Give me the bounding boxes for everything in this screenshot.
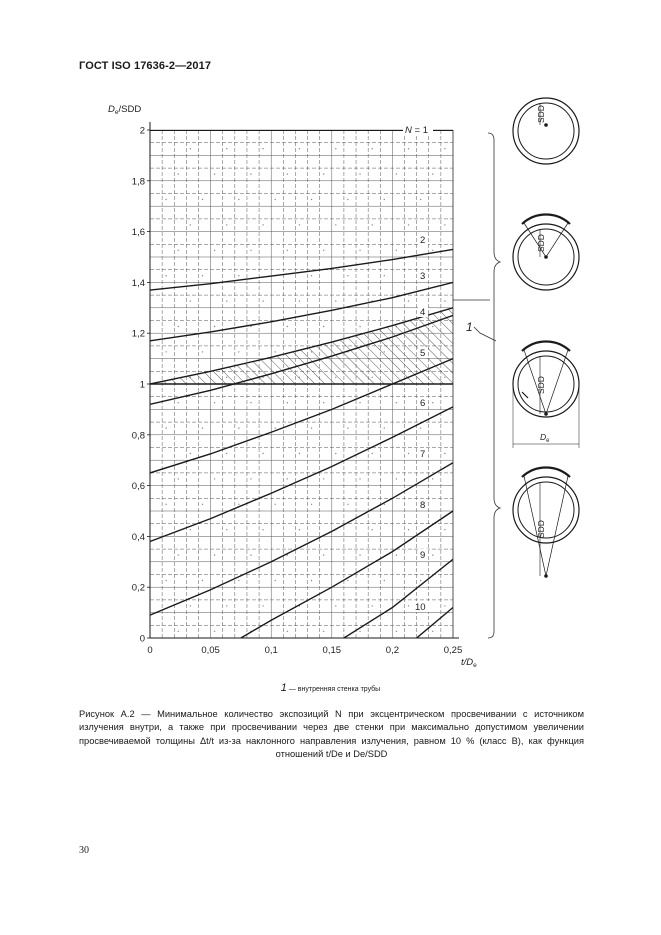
- grid-dot: [214, 250, 215, 251]
- grid-dot: [432, 631, 433, 632]
- wall-arrow: [522, 392, 528, 398]
- grid-dot: [323, 402, 324, 403]
- grid-dot: [275, 199, 276, 200]
- grid-dot: [359, 173, 360, 174]
- grid-dot: [347, 275, 348, 276]
- grid-dot: [371, 529, 372, 530]
- page-number: 30: [79, 845, 89, 856]
- grid-dot: [299, 453, 300, 454]
- grid-dot: [323, 631, 324, 632]
- legend-number: 1: [280, 682, 287, 694]
- grid-dot: [250, 402, 251, 403]
- grid-dot: [262, 453, 263, 454]
- series-label: 10: [415, 602, 426, 613]
- pipe-diagram: [513, 467, 579, 577]
- grid-dot: [311, 504, 312, 505]
- grid-dot: [347, 199, 348, 200]
- grid-dot: [165, 580, 166, 581]
- grid-dot: [335, 605, 336, 606]
- tick-labels: [132, 126, 462, 657]
- y-tick-label: 0,2: [131, 582, 145, 594]
- grid-dot: [190, 605, 191, 606]
- grid-dot: [287, 326, 288, 327]
- y-tick-label: 1: [139, 379, 145, 391]
- grid-dot: [262, 148, 263, 149]
- grid-dot: [238, 580, 239, 581]
- grid-dot: [250, 250, 251, 251]
- grid-dot: [226, 148, 227, 149]
- grid-dot: [335, 453, 336, 454]
- grid-dot: [420, 199, 421, 200]
- film-strip: [522, 467, 570, 477]
- pipe-outer-wall: [513, 477, 579, 543]
- pipe-inner-wall: [518, 356, 574, 412]
- grid-dot: [408, 453, 409, 454]
- film-strip: [522, 341, 570, 351]
- grid-dot: [396, 250, 397, 251]
- grid-dot: [190, 224, 191, 225]
- grid-dot: [226, 529, 227, 530]
- curve-7: [150, 407, 453, 542]
- grid-dot: [444, 300, 445, 301]
- x-tick-label: 0,25: [443, 645, 463, 656]
- grid-dot: [190, 300, 191, 301]
- pipe-diagram: [513, 341, 579, 448]
- grid-dot: [226, 224, 227, 225]
- callout-label: 1: [466, 320, 473, 334]
- grid-dot: [335, 148, 336, 149]
- grid-dot: [335, 224, 336, 225]
- series-label: 4: [420, 307, 426, 318]
- film-strip: [522, 214, 570, 224]
- grid-dot: [408, 529, 409, 530]
- x-axis-title: $t/D_e$: [461, 657, 477, 669]
- grid-dot: [250, 478, 251, 479]
- grid-dot: [287, 402, 288, 403]
- grid-dot: [384, 199, 385, 200]
- x-tick-label: 0,1: [264, 645, 278, 656]
- grid-dot: [214, 402, 215, 403]
- grid-dot: [347, 504, 348, 505]
- series-label: 7: [420, 449, 426, 460]
- grid-dot: [359, 326, 360, 327]
- grid-dot: [250, 326, 251, 327]
- grid-dot: [347, 580, 348, 581]
- grid-dot: [444, 605, 445, 606]
- diagram-bracket: [453, 133, 500, 638]
- grid-dot: [178, 478, 179, 479]
- grid-dot: [202, 580, 203, 581]
- sdd-label: SDD: [536, 234, 546, 252]
- grid-dot: [190, 453, 191, 454]
- grid-dot: [226, 453, 227, 454]
- sdd-label: SDD: [536, 105, 546, 123]
- grid-dot: [420, 427, 421, 428]
- pipe-outer-wall: [513, 98, 579, 164]
- grid-dot: [444, 529, 445, 530]
- grid-dot: [311, 427, 312, 428]
- grid-dot: [238, 199, 239, 200]
- y-tick-label: 2: [139, 125, 145, 137]
- series-label: 5: [420, 348, 426, 359]
- pipe-inner-wall: [518, 482, 574, 538]
- grid-dot: [408, 224, 409, 225]
- grid-dot: [190, 148, 191, 149]
- grid-dot: [384, 427, 385, 428]
- grid-dot: [165, 504, 166, 505]
- grid-dot: [275, 504, 276, 505]
- grid-dot: [408, 300, 409, 301]
- grid-dot: [202, 199, 203, 200]
- grid-dot: [359, 478, 360, 479]
- grid-dot: [275, 580, 276, 581]
- y-tick-label: 0,8: [131, 430, 145, 442]
- grid-dot: [178, 631, 179, 632]
- grid-dot: [178, 173, 179, 174]
- grid-dot: [299, 300, 300, 301]
- grid-dot: [432, 478, 433, 479]
- sdd-label: SDD: [536, 520, 546, 538]
- grid-dot: [165, 275, 166, 276]
- pipe-diagram: [513, 214, 579, 290]
- grid-dot: [371, 148, 372, 149]
- sdd-label: SDD: [536, 376, 546, 394]
- pipe-outer-wall: [513, 351, 579, 417]
- grid-dot: [444, 148, 445, 149]
- grid-dot: [275, 427, 276, 428]
- grid-dot: [250, 173, 251, 174]
- grid-dot: [420, 580, 421, 581]
- grid-dot: [384, 275, 385, 276]
- standard-header: ГОСТ ISO 17636-2—2017: [79, 60, 212, 72]
- grid-dot: [323, 478, 324, 479]
- grid-dot: [226, 605, 227, 606]
- x-tick-label: 0,2: [385, 645, 400, 656]
- grid-dot: [190, 529, 191, 530]
- grid-dot: [250, 554, 251, 555]
- grid-dot: [359, 250, 360, 251]
- x-tick-label: 0,15: [322, 645, 342, 656]
- grid-dot: [287, 478, 288, 479]
- grid-dot: [165, 427, 166, 428]
- grid-dot: [432, 250, 433, 251]
- grid-dot: [238, 275, 239, 276]
- y-tick-label: 1,2: [131, 328, 145, 340]
- y-tick-label: 0,4: [131, 531, 145, 543]
- grid-dot: [178, 250, 179, 251]
- series-label: N = 1: [405, 125, 428, 136]
- grid-dot: [444, 224, 445, 225]
- grid-dot: [359, 631, 360, 632]
- grid-dot: [165, 199, 166, 200]
- grid-dot: [299, 529, 300, 530]
- grid-dot: [311, 580, 312, 581]
- figure-caption: Рисунок А.2 — Минимальное количество экспозиций N при эксцентрическом просвечивании с источником излучения внутри, а также при просвечивании через две стенки при максимально допустимом увеличении просвечиваемой толщины Δt/t из-за наклонного направления излучения, равном 10 % (класс В), как функция отношений t/De и De/SDD: [79, 709, 584, 760]
- y-axis-title: $D_e$/SDD: [108, 104, 142, 116]
- grid-dot: [202, 351, 203, 352]
- grid-dot: [287, 173, 288, 174]
- grid-dot: [311, 199, 312, 200]
- grid-dot: [384, 580, 385, 581]
- grid-dot: [214, 326, 215, 327]
- grid-dot: [371, 224, 372, 225]
- grid-dot: [202, 275, 203, 276]
- y-tick-label: 1,6: [131, 227, 145, 239]
- grid-dot: [323, 173, 324, 174]
- grid-dot: [262, 529, 263, 530]
- grid-dot: [335, 300, 336, 301]
- grid-dot: [371, 453, 372, 454]
- grid-dot: [275, 351, 276, 352]
- grid-dot: [347, 427, 348, 428]
- grid-dot: [238, 427, 239, 428]
- grid-dot: [238, 351, 239, 352]
- grid-dot: [408, 605, 409, 606]
- series-label: 6: [420, 398, 426, 409]
- pipe-diagrams: [513, 98, 579, 578]
- grid-dot: [226, 300, 227, 301]
- series-label: 8: [420, 500, 426, 511]
- grid-dot: [432, 402, 433, 403]
- grid-dot: [238, 504, 239, 505]
- pipe-inner-wall: [518, 103, 574, 159]
- grid-dot: [214, 554, 215, 555]
- grid-dot: [408, 148, 409, 149]
- grid-dot: [262, 605, 263, 606]
- grid-dot: [202, 427, 203, 428]
- series-label: 9: [420, 550, 426, 561]
- grid-dot: [299, 224, 300, 225]
- grid-dot: [359, 402, 360, 403]
- grid-dot: [214, 631, 215, 632]
- x-tick-label: 0: [147, 645, 153, 656]
- grid-dot: [432, 173, 433, 174]
- grid-dot: [384, 504, 385, 505]
- grid-dot: [214, 478, 215, 479]
- grid-dot: [178, 554, 179, 555]
- de-label: $D_e$: [540, 432, 550, 444]
- grid-dot: [396, 173, 397, 174]
- grid-dot: [262, 224, 263, 225]
- grid-dot: [178, 402, 179, 403]
- legend-text: — внутренняя стенка трубы: [288, 686, 381, 693]
- grid-dot: [214, 173, 215, 174]
- grid-dot: [287, 250, 288, 251]
- grid-dot: [396, 554, 397, 555]
- beam-line: [546, 223, 568, 257]
- grid-dot: [396, 631, 397, 632]
- y-tick-label: 1,8: [131, 176, 145, 188]
- grid-dot: [396, 402, 397, 403]
- y-tick-label: 0: [139, 633, 145, 645]
- grid-dot: [359, 554, 360, 555]
- grid-dot: [202, 504, 203, 505]
- grid-dot: [287, 631, 288, 632]
- beam-line: [546, 476, 568, 576]
- grid-dot: [371, 605, 372, 606]
- grid-dot: [262, 300, 263, 301]
- grid-dot: [311, 275, 312, 276]
- series-label: 2: [420, 235, 426, 246]
- legend: [0, 682, 661, 694]
- grid-dot: [299, 148, 300, 149]
- x-tick-label: 0,05: [201, 645, 220, 656]
- grid-dot: [444, 453, 445, 454]
- y-tick-label: 0,6: [131, 481, 145, 493]
- grid-dot: [323, 250, 324, 251]
- series-label: 3: [420, 271, 426, 282]
- pipe-diagram: [513, 98, 579, 164]
- grid-dot: [178, 326, 179, 327]
- grid-dot: [432, 554, 433, 555]
- grid-dot: [396, 478, 397, 479]
- y-tick-label: 1,4: [131, 277, 145, 289]
- grid-dot: [165, 351, 166, 352]
- grid-dot: [323, 554, 324, 555]
- grid-dot: [323, 326, 324, 327]
